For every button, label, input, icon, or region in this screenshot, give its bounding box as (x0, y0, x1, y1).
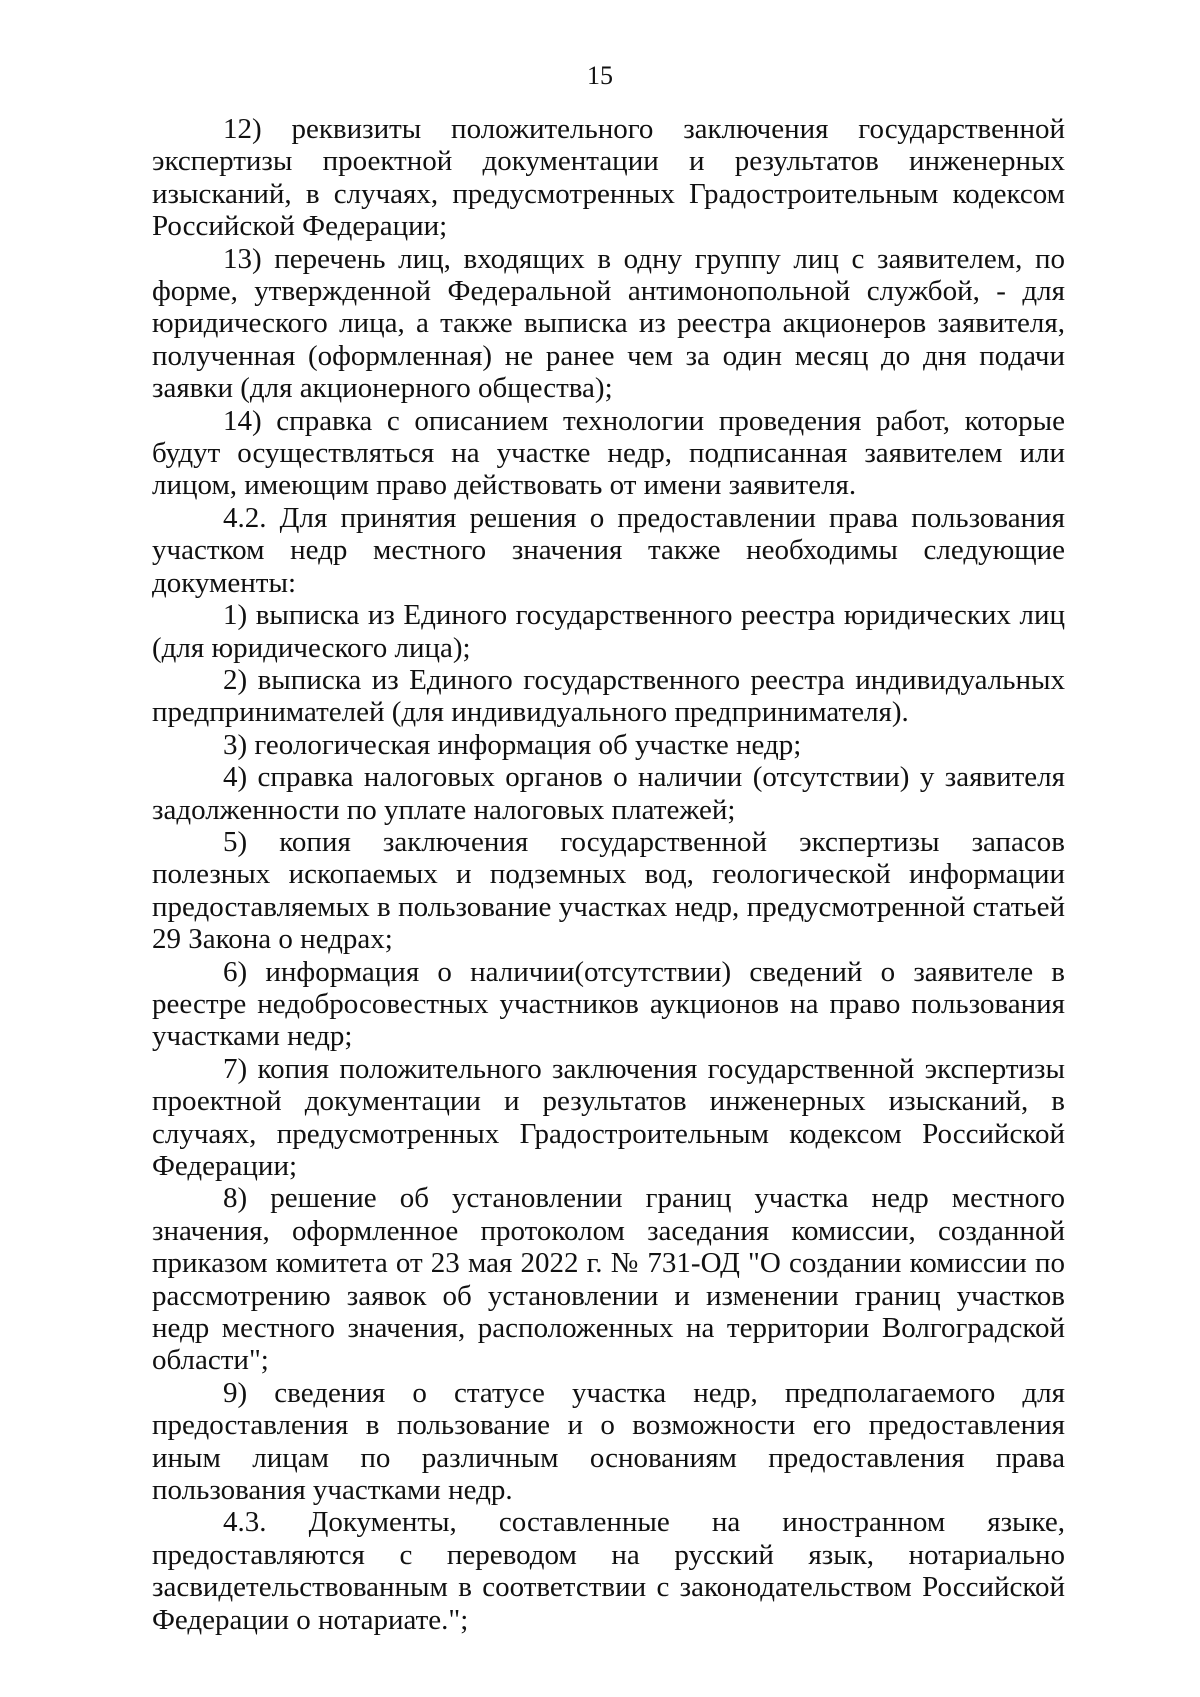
document-body (152, 113, 1065, 1636)
paragraph-item-1: 1) выписка из Единого государственного реестра юридических лиц (для юридического лица); (152, 599, 1065, 664)
paragraph-item-4: 4) справка налоговых органов о наличии (отсутствии) у заявителя задолженности по уплате налоговых платежей; (152, 761, 1065, 826)
page-number: 15 (587, 61, 613, 90)
paragraph-section-4-2: 4.2. Для принятия решения о предоставлении права пользования участком недр местного значения также необходимы следующие документы: (152, 501, 1065, 599)
paragraph-item-6: 6) информация о наличии(отсутствии) сведений о заявителе в реестре недобросовестных участников аукционов на право пользования участками недр; (152, 955, 1065, 1053)
paragraph-item-3: 3) геологическая информация об участке недр; (223, 728, 802, 761)
paragraph-section-4-3: 4.3. Документы, составленные на иностранном языке, предоставляются с переводом на русский язык, нотариально засвидетельствованным в соответствии с законодательством Российской Федерации о нотариате."; (152, 1506, 1065, 1636)
paragraph-item-13: 13) перечень лиц, входящих в одну группу лиц с заявителем, по форме, утвержденной Федеральной антимонопольной службой, - для юридического лица, а также выписка из реестра акционеров заявителя, полученная (оформленная) не ранее чем за один месяц до дня подачи заявки (для акционерного общества); (152, 242, 1065, 405)
paragraph-item-7: 7) копия положительного заключения государственной экспертизы проектной документации и результатов инженерных изысканий, в случаях, предусмотренных Градостроительным кодексом Российской Федерации; (152, 1052, 1065, 1182)
paragraph-item-2: 2) выписка из Единого государственного реестра индивидуальных предпринимателей (для индивидуального предпринимателя). (152, 663, 1065, 729)
paragraph-item-14: 14) справка с описанием технологии проведения работ, которые будут осуществляться на участке недр, подписанная заявителем или лицом, имеющим право действовать от имени заявителя. (152, 404, 1065, 502)
paragraph-item-12: 12) реквизиты положительного заключения государственной экспертизы проектной документации и результатов инженерных изысканий, в случаях, предусмотренных Градостроительным кодексом Российской Федерации; (152, 113, 1065, 243)
paragraph-item-8: 8) решение об установлении границ участка недр местного значения, оформленное протоколом заседания комиссии, созданной приказом комитета от 23 мая 2022 г. № 731-ОД "О создании комиссии по рассмотрению заявок об установлении и изменении границ участков недр местного значения, расположенных на территории Волгоградской области"; (152, 1182, 1065, 1377)
paragraph-item-5: 5) копия заключения государственной экспертизы запасов полезных ископаемых и подземных вод, геологической информации предоставляемых в пользование участках недр, предусмотренной статьей 29 Закона о недрах; (152, 825, 1065, 956)
paragraph-item-9: 9) сведения о статусе участка недр, предполагаемого для предоставления в пользование и о возможности его предоставления иным лицам по различным основаниям предоставления права пользования участками недр. (152, 1376, 1065, 1507)
